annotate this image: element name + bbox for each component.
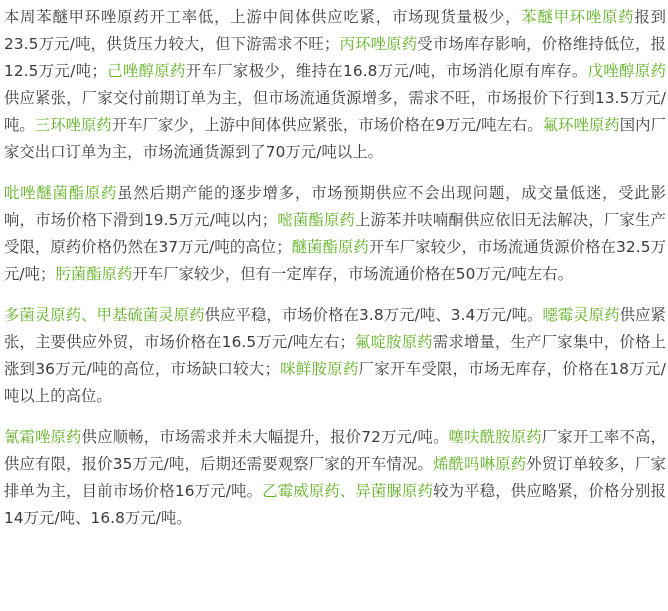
market-text: 供应紧张，主要供应外贸，市场价格在16.5万元/吨左右； bbox=[4, 306, 666, 351]
market-text: 本周苯醚甲环唑原药开工率低，上游中间体供应吃紧，市场现货量极少， bbox=[4, 8, 522, 26]
market-text: 较为平稳，供应略紧，价格分别报14万元/吨、16.8万元/吨。 bbox=[4, 482, 666, 527]
market-text: 上游苯并呋喃酮供应依旧无法解决，厂家生产受限，原药价格仍然在37万元/吨的高位； bbox=[4, 211, 666, 256]
market-text: 厂家开工率不高，供应有限，报价35万元/吨，后期还需要观察厂家的开车情况。 bbox=[4, 428, 666, 473]
product-name-highlight: 己唑醇原药 bbox=[106, 62, 186, 80]
market-text: 供应紧张，厂家交付前期订单为主，但市场流通货源增多，需求不旺，市场报价下行到13.5万元/吨。 bbox=[4, 89, 666, 134]
product-name-highlight: 戊唑醇原药 bbox=[587, 62, 666, 80]
product-name-highlight: 多菌灵原药、甲基硫菌灵原药 bbox=[4, 306, 205, 324]
product-name-highlight: 咪鲜胺原药 bbox=[279, 360, 359, 378]
market-text: 开车厂家少，上游中间体供应紧张，市场价格在9万元/吨左右。 bbox=[111, 116, 543, 134]
product-name-highlight: 三环唑原药 bbox=[34, 116, 112, 134]
product-name-highlight: 苯醚甲环唑原药 bbox=[521, 8, 635, 26]
market-text: 虽然后期产能的逐步增多，市场预期供应不会出现问题，成交量低迷，受此影响，市场价格下滑到19.5万元/吨以内； bbox=[4, 184, 666, 229]
paragraph-triazole-fungicides bbox=[4, 4, 666, 166]
market-text: 厂家开车受限，市场无库存，价格在18万元/吨以上的高位。 bbox=[4, 360, 666, 405]
product-name-highlight: 醚菌酯原药 bbox=[291, 238, 369, 256]
market-text: 国内厂家交出口订单为主，市场流通货源到了70万元/吨以上。 bbox=[4, 116, 666, 161]
product-name-highlight: 乙霉威原药、异菌脲原药 bbox=[262, 482, 434, 500]
market-text: 供应平稳，市场价格在3.8万元/吨、3.4万元/吨。 bbox=[204, 306, 543, 324]
product-name-highlight: 肟菌酯原药 bbox=[55, 265, 133, 283]
product-name-highlight: 噻呋酰胺原药 bbox=[448, 428, 542, 446]
product-name-highlight: 嘧菌酯原药 bbox=[277, 211, 356, 229]
product-name-highlight: 丙环唑原药 bbox=[339, 35, 418, 53]
product-name-highlight: 噁霉灵原药 bbox=[542, 306, 620, 324]
paragraph-benzimidazole-and-others bbox=[4, 302, 666, 410]
product-name-highlight: 吡唑醚菌酯原药 bbox=[4, 184, 118, 202]
market-text: 报到23.5万元/吨，供货压力较大，但下游需求不旺； bbox=[4, 8, 666, 53]
market-text: 需求增量，生产厂家集中，价格上涨到36万元/吨的高位，市场缺口较大； bbox=[4, 333, 666, 378]
market-text: 开车厂家极少，维持在16.8万元/吨，市场消化原有库存。 bbox=[185, 62, 588, 80]
market-text: 开车厂家较少，但有一定库存，市场流通价格在50万元/吨左右。 bbox=[132, 265, 574, 283]
product-name-highlight: 氟环唑原药 bbox=[542, 116, 620, 134]
market-text: 供应顺畅，市场需求并未大幅提升，报价72万元/吨。 bbox=[81, 428, 449, 446]
product-name-highlight: 氰霜唑原药 bbox=[4, 428, 82, 446]
paragraph-other-fungicides bbox=[4, 424, 666, 532]
market-text: 外贸订单较多，厂家排单为主，目前市场价格16万元/吨。 bbox=[4, 455, 666, 500]
paragraph-strobilurin-fungicides bbox=[4, 180, 666, 288]
product-name-highlight: 氟啶胺原药 bbox=[354, 333, 433, 351]
market-text: 受市场库存影响，价格维持低位，报12.5万元/吨； bbox=[4, 35, 666, 80]
product-name-highlight: 烯酰吗啉原药 bbox=[433, 455, 527, 473]
market-text: 开车厂家较少，市场流通货源价格在32.5万元/吨； bbox=[4, 238, 666, 283]
